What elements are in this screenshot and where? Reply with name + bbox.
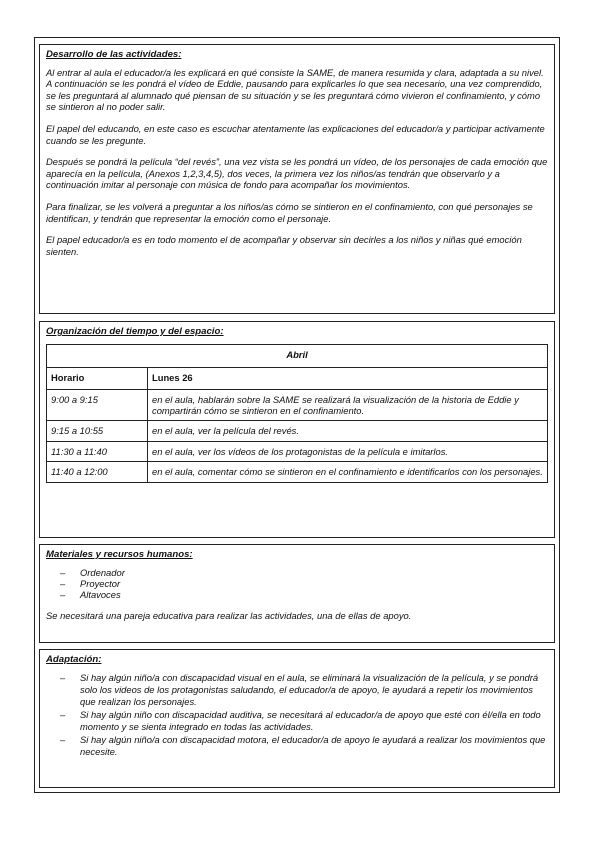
adaptation-text: Si hay algún niño/a con discapacidad motora, el educador/a de apoyo le ayudará a realizar los movimientos que necesite. [80, 733, 546, 758]
adaptation-title: Adaptación: [46, 654, 102, 665]
list-item [46, 734, 548, 759]
activities-paragraph: Para finalizar, se les volverá a preguntar a los niños/as cómo se sintieron en el confinamiento, con qué personajes se identifican, y tendrán que representar la emoción como el personaje. [46, 200, 533, 224]
table-row [47, 441, 548, 461]
activities-title: Desarrollo de las actividades: [46, 49, 182, 60]
activities-paragraph: Después se pondrá la película “del revés”, una vez vista se les pondrá un vídeo, de los personajes de cada emoción que aparecía en la película, (Anexos 1,2,3,4,5), dos veces, la primera vez los niños/as tendrán que observarlo y a continuación imitar al personaje con música de fondo para acompañar los movimientos. [46, 156, 548, 191]
schedule-month: Abril [47, 344, 548, 367]
dash-bullet: – [60, 566, 66, 578]
list-item [46, 567, 548, 578]
table-row [47, 421, 548, 441]
material-label: Ordenador [80, 566, 125, 578]
adaptation-text: Si hay algún niño con discapacidad auditiva, se necesitará al educador/a de apoyo que esté con él/ella en todo momento y se sienta integrado en todas las actividades. [80, 708, 541, 733]
activities-section [39, 44, 555, 314]
material-label: Altavoces [80, 588, 121, 600]
list-item [46, 672, 548, 709]
adaptation-list [46, 672, 548, 759]
schedule-col-time: Horario [47, 367, 148, 389]
materials-title: Materiales y recursos humanos: [46, 549, 193, 560]
list-item [46, 578, 548, 589]
materials-section [39, 544, 555, 643]
activities-paragraph: El papel del educando, en este caso es escuchar atentamente las explicaciones del educador/a y participar activamente cuando se les pregunte. [46, 122, 545, 146]
schedule-activity: en el aula, hablarán sobre la SAME se realizará la visualización de la historia de Eddie y compartirán cómo se sintieron en el confinamiento. [148, 389, 548, 421]
list-item [46, 589, 548, 600]
table-row [47, 462, 548, 482]
dash-bullet: – [60, 577, 66, 589]
list-item [46, 709, 548, 734]
adaptation-section [39, 649, 555, 788]
dash-bullet: – [60, 671, 66, 683]
materials-list [46, 567, 548, 600]
schedule-time: 11:40 a 12:00 [47, 462, 148, 482]
materials-note: Se necesitará una pareja educativa para realizar las actividades, una de ellas de apoyo. [46, 609, 412, 621]
schedule-activity: en el aula, ver los vídeos de los protagonistas de la película e imitarlos. [148, 441, 548, 461]
table-row [47, 389, 548, 421]
activities-paragraph: Al entrar al aula el educador/a les explicará en qué consiste la SAME, de manera resumida y clara, adaptada a su nivel. A continuación se les pondrá el vídeo de Eddie, pausando para explicarles lo que sea necesario, una vez comprendido, se les preguntará al alumnado qué piensan de su situación y se les preguntará cómo vivieron el confinamiento, y cómo se sintieron al no poder salir. [46, 66, 544, 113]
schedule-title: Organización del tiempo y del espacio: [46, 326, 224, 337]
schedule-time: 9:15 a 10:55 [47, 421, 148, 441]
activities-paragraph: El papel educador/a es en todo momento el de acompañar y observar sin decirles a los niños y niñas qué emoción sienten. [46, 234, 522, 257]
schedule-activity: en el aula, comentar cómo se sintieron en el confinamiento e identificarlos con los personajes. [148, 462, 548, 482]
schedule-table [46, 344, 548, 483]
dash-bullet: – [60, 588, 66, 600]
dash-bullet: – [60, 708, 66, 720]
adaptation-text: Si hay algún niño/a con discapacidad visual en el aula, se eliminará la visualización de la película, y se pondrá solo los videos de los protagonistas saludando, el educador/a de apoyo, le ayudará a repetir los movimientos que realizan los personajes. [80, 671, 539, 708]
schedule-time: 9:00 a 9:15 [47, 389, 148, 421]
schedule-section [39, 321, 555, 538]
schedule-time: 11:30 a 11:40 [47, 441, 148, 461]
schedule-activity: en el aula, ver la película del revés. [148, 421, 548, 441]
schedule-col-day: Lunes 26 [148, 367, 548, 389]
dash-bullet: – [60, 733, 66, 745]
material-label: Proyector [80, 577, 121, 589]
